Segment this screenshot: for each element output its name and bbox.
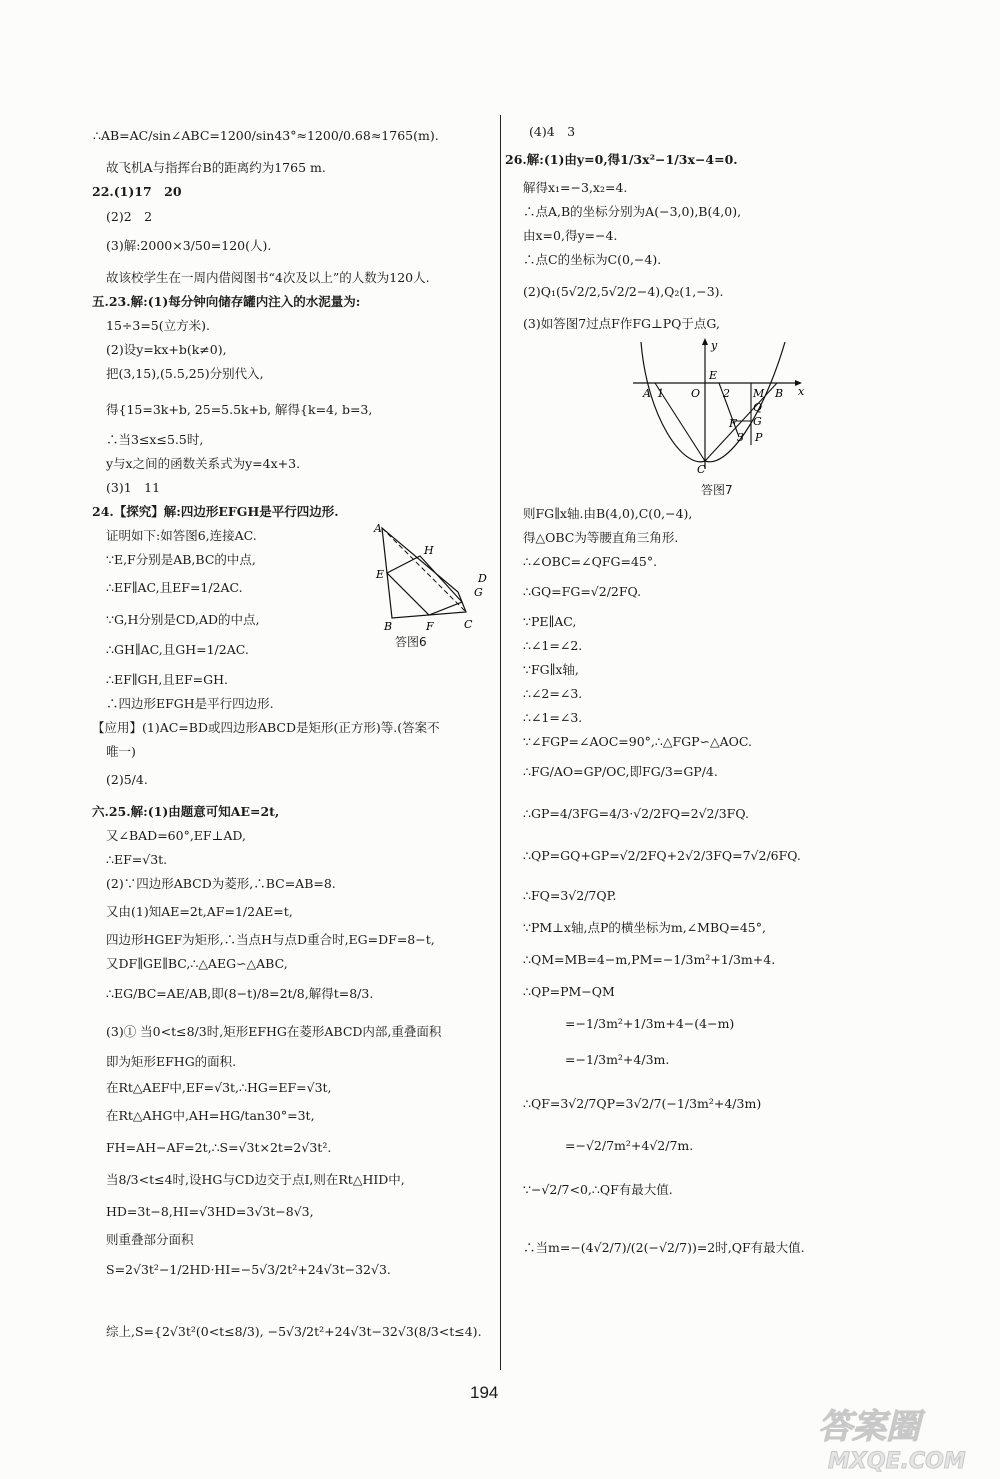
fig7-label: 3 [737,431,744,444]
fig7-label: C [697,463,706,475]
fig6-label: C [464,618,473,631]
text-line: 综上,S={2√3t²(0<t≤8/3), −5√3/2t²+24√3t−32√3(8/3<t≤4). [106,1324,482,1339]
text-line: ∴FQ=3√2/7QP. [523,888,617,903]
text-line: ∴GQ=FG=√2/2FQ. [523,584,642,599]
text-line: (2)2 2 [106,209,153,224]
text-line: 22.(1)17 20 [92,184,182,199]
text-line: ∵E,F分别是AB,BC的中点, [106,552,256,567]
text-line: (2)5/4. [106,772,148,787]
text-line: 故该校学生在一周内借阅图书“4次及以上”的人数为120人. [106,270,430,285]
figure-6-caption: 答图6 [395,635,427,649]
text-line: 得{15=3k+b, 25=5.5k+b, 解得{k=4, b=3, [106,402,373,417]
text-line: ∴点A,B的坐标分别为A(−3,0),B(4,0), [523,204,742,219]
fig6-label: E [376,568,385,581]
text-line: 五.23.解:(1)每分钟向储存罐内注入的水泥量为: [92,294,361,309]
watermark-text: 答案圈 [818,1407,920,1447]
text-line: ∴QP=GQ+GP=√2/2FQ+2√2/3FQ=7√2/6FQ. [523,848,801,863]
text-line: ∴EF=√3t. [106,852,168,867]
text-line: 把(3,15),(5.5,25)分别代入, [106,366,264,381]
text-line: 四边形HGEF为矩形,∴当点H与点D重合时,EG=DF=8−t, [106,932,435,947]
text-line: FH=AH−AF=2t,∴S=√3t×2t=2√3t². [106,1140,332,1155]
text-line: HD=3t−8,HI=√3HD=3√3t−8√3, [106,1204,314,1219]
figure-7-parabola [627,337,811,475]
text-line: 26.解:(1)由y=0,得1/3x²−1/3x−4=0. [505,152,738,167]
text-line: (4)4 3 [529,124,576,139]
text-line: 即为矩形EFHG的面积. [106,1054,237,1069]
fig6-label: D [478,572,487,585]
text-line: 又DF∥GE∥BC,∴△AEG∽△ABC, [106,956,288,971]
text-line: 解得x₁=−3,x₂=4. [523,180,628,195]
fig6-label: A [374,522,382,535]
text-line: 又∠BAD=60°,EF⊥AD, [106,828,246,843]
text-line: 当8/3<t≤4时,设HG与CD边交于点I,则在Rt△HID中, [106,1172,405,1187]
text-line: 唯一) [106,744,136,759]
text-line: =−1/3m²+4/3m. [565,1052,670,1067]
text-line: (2)设y=kx+b(k≠0), [106,342,227,357]
text-line: ∴当3≤x≤5.5时, [106,432,204,447]
text-line: ∵FG∥x轴, [523,662,579,677]
text-line: ∴QP=PM−QM [523,984,615,999]
fig7-label: E [709,369,718,382]
text-line: ∴EF∥AC,且EF=1/2AC. [106,580,243,595]
text-line: =−√2/7m²+4√2/7m. [565,1138,694,1153]
figure-6-quadrilateral [368,520,496,632]
text-line: ∵−√2/7<0,∴QF有最大值. [523,1182,673,1197]
text-line: 【应用】(1)AC=BD或四边形ABCD是矩形(正方形)等.(答案不 [92,720,440,735]
fig7-label: O [691,387,701,400]
text-line: 在Rt△AEF中,EF=√3t,∴HG=EF=√3t, [106,1080,332,1095]
watermark-url: MXQE.COM [828,1449,966,1474]
fig6-label: G [474,586,483,599]
text-line: ∴GH∥AC,且GH=1/2AC. [106,642,249,657]
fig6-label: H [424,544,434,557]
fig7-label: B [775,387,784,400]
text-line: 又由(1)知AE=2t,AF=1/2AE=t, [106,904,293,919]
text-line: 故飞机A与指挥台B的距离约为1765 m. [106,160,326,175]
text-line: ∵PM⊥x轴,点P的横坐标为m,∠MBQ=45°, [523,920,766,935]
text-line: ∵G,H分别是CD,AD的中点, [106,612,260,627]
text-line: ∴AB=AC/sin∠ABC=1200/sin43°≈1200/0.68≈1765(m). [93,128,439,143]
text-line: 六.25.解:(1)由题意可知AE=2t, [92,804,280,819]
text-line: ∴FG/AO=GP/OC,即FG/3=GP/4. [523,764,718,779]
text-line: 则FG∥x轴.由B(4,0),C(0,−4), [523,506,693,521]
fig7-label: F [729,417,737,430]
fig7-label: P [755,431,763,444]
text-line: ∴QF=3√2/7QP=3√2/7(−1/3m²+4/3m) [523,1096,762,1111]
text-line: y与x之间的函数关系式为y=4x+3. [106,456,301,471]
text-line: (3)如答图7过点F作FG⊥PQ于点G, [523,316,720,331]
text-line: (3)① 当0<t≤8/3时,矩形EFHG在菱形ABCD内部,重叠面积 [106,1024,442,1039]
text-line: (2)Q₁(5√2/2,5√2/2−4),Q₂(1,−3). [523,284,724,299]
column-divider [500,115,501,1370]
text-line: ∴∠1=∠2. [523,638,583,653]
text-line: (2)∵四边形ABCD为菱形,∴BC=AB=8. [106,876,336,891]
page-number: 194 [470,1383,499,1402]
text-line: 则重叠部分面积 [106,1232,194,1247]
text-line: 由x=0,得y=−4. [523,228,618,243]
text-line: 证明如下:如答图6,连接AC. [106,528,257,543]
text-line: ∴EF∥GH,且EF=GH. [106,672,229,687]
fig6-label: B [384,620,393,632]
text-line: 15÷3=5(立方米). [106,318,210,333]
fig6-label: F [426,620,434,632]
text-line: ∴点C的坐标为C(0,−4). [523,252,662,267]
text-line: ∴四边形EFGH是平行四边形. [106,696,274,711]
fig7-label: 1 [657,387,664,400]
watermark-logo [812,1400,992,1474]
text-line: ∴∠1=∠3. [523,710,583,725]
text-line: S=2√3t²−1/2HD·HI=−5√3/2t²+24√3t−32√3. [106,1262,391,1277]
text-line: (3)1 11 [106,480,161,495]
text-line: ∴∠OBC=∠QFG=45°. [523,554,658,569]
text-line: 在Rt△AHG中,AH=HG/tan30°=3t, [106,1108,315,1123]
fig7-label: Q [753,401,763,414]
text-line: 24.【探究】解:四边形EFGH是平行四边形. [92,504,339,519]
fig7-label: A [643,387,651,400]
text-line: ∴GP=4/3FG=4/3·√2/2FQ=2√2/3FQ. [523,806,749,821]
text-line: ∵∠FGP=∠AOC=90°,∴△FGP∽△AOC. [523,734,752,749]
fig7-label: G [753,415,762,428]
text-line: ∴当m=−(4√2/7)/(2(−√2/7))=2时,QF有最大值. [523,1240,805,1255]
fig7-label: x [798,385,805,398]
text-line: ∴EG/BC=AE/AB,即(8−t)/8=2t/8,解得t=8/3. [106,986,374,1001]
text-line: ∴QM=MB=4−m,PM=−1/3m²+1/3m+4. [523,952,776,967]
fig7-label: 2 [723,387,730,400]
fig7-label: M [753,387,765,400]
text-line: 得△OBC为等腰直角三角形. [523,530,679,545]
text-line: =−1/3m²+1/3m+4−(4−m) [565,1016,735,1031]
text-line: ∴∠2=∠3. [523,686,583,701]
figure-7-caption: 答图7 [701,483,733,497]
fig7-label: y [711,339,718,352]
text-line: (3)解:2000×3/50=120(人). [106,238,272,253]
text-line: ∵PE∥AC, [523,614,577,629]
